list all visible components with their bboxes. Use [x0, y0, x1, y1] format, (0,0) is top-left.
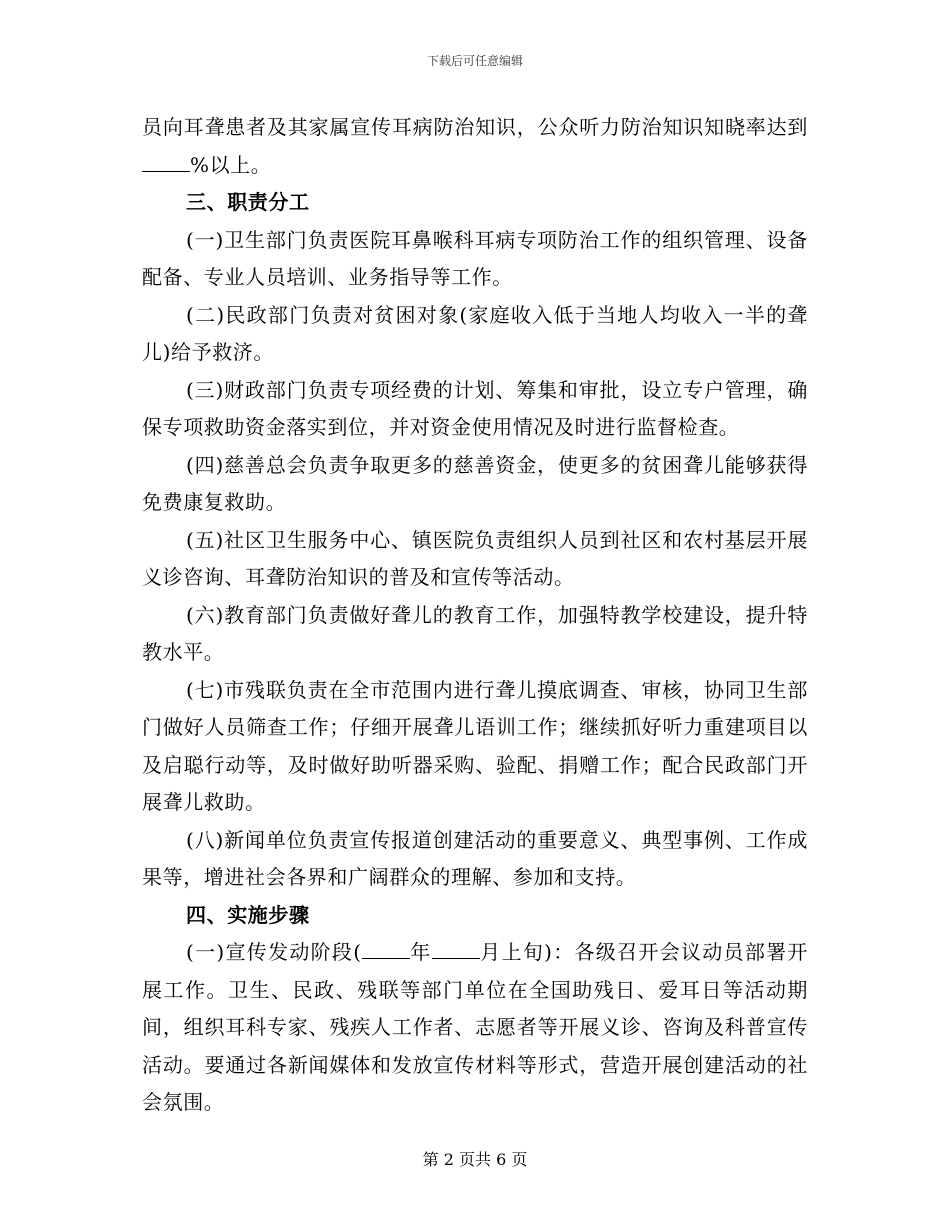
list-item: (一)卫生部门负责医院耳鼻喉科耳病专项防治工作的组织管理、设备配备、专业人员培训、业务指导等工作。 [142, 227, 808, 289]
list-item: (六)教育部门负责做好聋儿的教育工作，加强特教学校建设，提升特教水平。 [142, 602, 808, 664]
paragraph-text: %以上。 [190, 152, 272, 177]
paragraph-text: 月上旬)：各级召开会议动员部署开展工作。卫生、民政、残联等部门单位在全国助残日、爱耳日等活动期间，组织耳科专家、残疾人工作者、志愿者等开展义诊、咨询及科普宣传活动。要通过各新闻媒体和发放宣传材料等形式，营造开展创建活动的社会氛围。 [142, 940, 808, 1114]
fill-in-blank [362, 957, 410, 959]
page-header: 下载后可任意编辑 [426, 54, 523, 68]
paragraph-text: 员向耳聋患者及其家属宣传耳病防治知识，公众听力防治知识知晓率达到 [142, 115, 808, 139]
page-number-footer: 第 2 页共 6 页 [422, 1150, 528, 1169]
list-item: (八)新闻单位负责宣传报道创建活动的重要意义、典型事例、工作成果等，增进社会各界和广阔群众的理解、参加和支持。 [142, 827, 808, 889]
list-item: (三)财政部门负责专项经费的计划、筹集和审批，设立专户管理，确保专项救助资金落实到位，并对资金使用情况及时进行监督检查。 [142, 377, 808, 439]
document-body [142, 109, 808, 1122]
fill-in-blank [142, 170, 190, 172]
paragraph-text: 年 [409, 940, 432, 964]
list-item: (七)市残联负责在全市范围内进行聋儿摸底调查、审核，协同卫生部门做好人员筛查工作；仔细开展聋儿语训工作；继续抓好听力重建项目以及启聪行动等，及时做好助听器采购、验配、捐赠工作；配合民政部门开展聋儿救助。 [142, 677, 808, 814]
list-item: (二)民政部门负责对贫困对象(家庭收入低于当地人均收入一半的聋儿)给予救济。 [142, 302, 808, 364]
paragraph-continuation [142, 109, 808, 184]
list-item: (五)社区卫生服务中心、镇医院负责组织人员到社区和农村基层开展义诊咨询、耳聋防治知识的普及和宣传等活动。 [142, 527, 808, 589]
paragraph-text: (一)宣传发动阶段( [186, 940, 362, 964]
section-heading-implementation: 四、实施步骤 [186, 902, 310, 927]
list-item [142, 934, 808, 1122]
list-item: (四)慈善总会负责争取更多的慈善资金，使更多的贫困聋儿能够获得免费康复救助。 [142, 452, 808, 514]
fill-in-blank [432, 957, 480, 959]
section-heading-responsibilities: 三、职责分工 [186, 190, 310, 214]
